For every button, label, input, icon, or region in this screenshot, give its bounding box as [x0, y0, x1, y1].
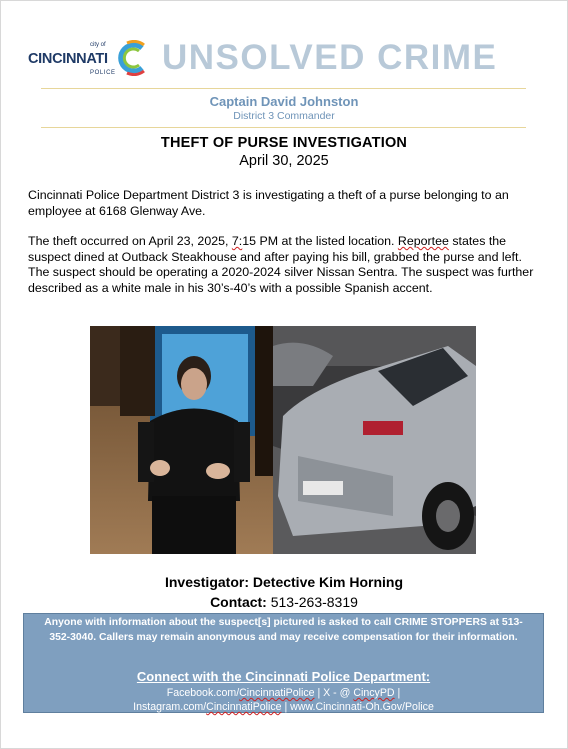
- logo-city-of: city of: [90, 42, 106, 48]
- x-link[interactable]: CincyPD: [353, 687, 395, 699]
- vehicle-photo-image: [273, 326, 476, 554]
- facebook-link-handle: CincinnatiPolice: [239, 687, 315, 699]
- suspect-photo: [90, 326, 273, 554]
- social-links: [24, 686, 543, 714]
- website-link[interactable]: | www.Cincinnati-Oh.Gov/Police: [281, 701, 434, 713]
- x-link-prefix: | X - @: [314, 687, 354, 699]
- investigator-label: Investigator: [164, 574, 245, 590]
- top-divider: [41, 88, 526, 89]
- case-title: THEFT OF PURSE INVESTIGATION: [160, 135, 408, 151]
- city-c-logo-icon: [117, 40, 149, 76]
- case-date: April 30, 2025: [239, 153, 329, 169]
- details-text-b: 15 PM at the listed location.: [242, 234, 398, 248]
- investigator-name: : Detective Kim Horning: [244, 574, 404, 590]
- investigator-line: [0, 574, 568, 590]
- details-reportee: Reportee: [397, 234, 449, 248]
- captain-title: District 3 Commander: [233, 110, 335, 122]
- vehicle-photo: [273, 326, 476, 554]
- logo-city-name: CINCINNATI: [28, 51, 108, 67]
- link-separator: |: [394, 687, 401, 699]
- crime-stoppers-text: Anyone with information about the suspect[s] pictured is asked to call CRIME STOPPERS at 513-352-3040. Callers may remain anonymous and may receive compensation for their information.: [44, 617, 523, 643]
- instagram-link-handle: CincinnatiPolice: [206, 701, 282, 713]
- instagram-link-prefix: Instagram.com/: [133, 701, 207, 713]
- instagram-link[interactable]: [133, 701, 281, 713]
- facebook-link[interactable]: [167, 687, 315, 699]
- captain-name: Captain David Johnston: [209, 94, 359, 109]
- contact-line: [0, 594, 568, 610]
- bottom-divider: [41, 127, 526, 128]
- header: [28, 36, 538, 84]
- cincinnati-police-logo: [28, 40, 150, 80]
- details-time-hour: 7:: [231, 234, 243, 248]
- intro-paragraph: Cincinnati Police Department District 3 is investigating a theft of a purse belonging to an employee at 6168 Glenway Ave.: [28, 188, 509, 218]
- logo-police: POLICE: [90, 70, 116, 76]
- unsolved-crime-banner: UNSOLVED CRIME: [162, 38, 498, 77]
- crime-stoppers-box: [23, 613, 544, 713]
- details-text-c: states the suspect dined at Outback Steakhouse and after paying his bill, grabbed the purse and left. The suspect should be operating a 2020-2024 silver Nissan Sentra. The suspect was further described as a white male in his 30’s-40’s with a possible Spanish accent.: [28, 234, 534, 295]
- details-paragraph: [28, 234, 540, 296]
- facebook-link-prefix: Facebook.com/: [166, 687, 240, 699]
- contact-label: Contact:: [210, 594, 267, 610]
- details-text-a: The theft occurred on April 23, 2025,: [28, 234, 232, 248]
- contact-phone: 513-263-8319: [266, 594, 358, 610]
- suspect-photo-image: [90, 326, 273, 554]
- connect-heading[interactable]: Connect with the Cincinnati Police Department:: [136, 669, 431, 684]
